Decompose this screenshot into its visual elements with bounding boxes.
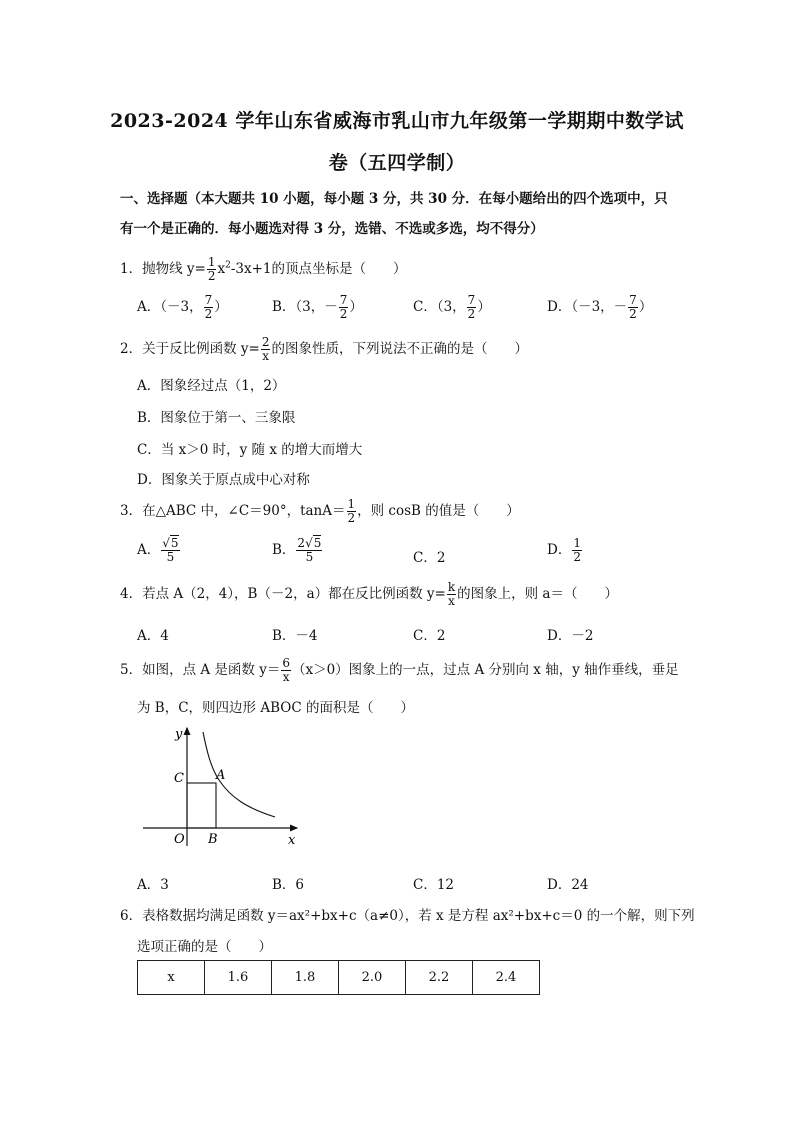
q3-b-frac xyxy=(296,537,322,564)
q3-d-frac xyxy=(572,537,582,564)
q1-a-label: A．（－3， xyxy=(137,299,203,316)
q4-fraction xyxy=(447,581,456,608)
question-4 xyxy=(120,581,618,608)
q5-prefix: 5．如图，点 A 是函数 y＝ xyxy=(120,662,281,679)
q5-option-b[interactable]: B．6 xyxy=(272,877,305,893)
label-o: O xyxy=(174,832,185,847)
q3-frac-den: 2 xyxy=(347,511,356,526)
q3-prefix: 3．在△ABC 中，∠C＝90°，tanA＝ xyxy=(120,503,346,520)
q1-c-num: 7 xyxy=(467,293,476,307)
q1-a-den: 2 xyxy=(204,307,213,322)
q1-x: x xyxy=(217,261,226,278)
q3-d-label: D． xyxy=(547,542,572,559)
hyperbola-curve xyxy=(203,732,275,817)
q2-option-d[interactable]: D．图象关于原点成中心对称 xyxy=(137,472,310,488)
q4-option-c[interactable]: C．2 xyxy=(413,628,446,644)
q5-option-a[interactable]: A．3 xyxy=(137,877,169,893)
q1-b-end: ） xyxy=(349,299,363,316)
q1-option-a[interactable] xyxy=(137,294,228,321)
q3-option-b[interactable] xyxy=(272,537,323,564)
q3-b-label: B． xyxy=(272,542,296,559)
q4-frac-den: x xyxy=(448,594,455,609)
q1-d-den: 2 xyxy=(629,307,637,322)
q3-fraction xyxy=(347,498,357,525)
q1-c-label: C．（3， xyxy=(413,299,466,316)
exam-title-line1: 2023-2024 学年山东省威海市乳山市九年级第一学期期中数学试 xyxy=(110,110,684,132)
q5-figure xyxy=(135,722,310,852)
q4-option-b[interactable]: B．－4 xyxy=(272,628,318,644)
exam-title-line2: 卷（五四学制） xyxy=(328,152,466,174)
q1-d-num: 7 xyxy=(629,293,637,307)
q2-suffix: 的图象性质，下列说法不正确的是（ ） xyxy=(271,341,528,358)
q3-frac-num: 1 xyxy=(347,497,356,511)
q1-b-den: 2 xyxy=(339,307,348,322)
q3-b-radicand: 5 xyxy=(313,536,322,550)
table-cell: 1.6 xyxy=(205,961,272,995)
q4-option-a[interactable]: A．4 xyxy=(137,628,169,644)
q3-b-den: 5 xyxy=(305,550,314,565)
q3-d-num: 1 xyxy=(573,536,581,550)
label-a: A xyxy=(216,768,226,783)
section-heading-line1: 一、选择题（本大题共 10 小题，每小题 3 分，共 30 分．在每小题给出的四个选项中，只 xyxy=(120,191,668,207)
question-5-line2: 为 B，C，则四边形 ABOC 的面积是（ ） xyxy=(137,700,414,716)
q4-frac-num: k xyxy=(447,580,456,594)
table-cell: 2.0 xyxy=(339,961,406,995)
q1-option-b[interactable] xyxy=(272,294,363,321)
question-1 xyxy=(120,256,407,283)
q5-option-d[interactable]: D．24 xyxy=(547,877,589,893)
q3-d-den: 2 xyxy=(573,550,581,565)
q2-option-a[interactable]: A．图象经过点（1，2） xyxy=(137,378,286,394)
q1-exponent: 2 xyxy=(225,260,231,271)
q2-option-c[interactable]: C．当 x＞0 时，y 随 x 的增大而增大 xyxy=(137,442,363,458)
q5-fraction xyxy=(281,657,291,684)
q3-a-label: A． xyxy=(137,542,161,559)
q2-option-b[interactable]: B．图象位于第一、三象限 xyxy=(137,410,296,426)
label-x: x xyxy=(288,833,296,848)
q1-d-label: D．（－3，－ xyxy=(547,299,628,316)
q1-suffix: -3x+1的顶点坐标是（ ） xyxy=(230,261,407,278)
q1-a-num: 7 xyxy=(204,293,213,307)
q1-d-end: ） xyxy=(638,299,653,316)
q5-frac-den: x xyxy=(282,670,290,685)
q1-b-label: B．（3，－ xyxy=(272,299,338,316)
question-2 xyxy=(120,336,528,363)
question-6: 6．表格数据均满足函数 y＝ax²+bx+c（a≠0），若 x 是方程 ax²+bx+c＝0 的一个解，则下列 xyxy=(120,908,695,924)
question-3 xyxy=(120,498,520,525)
q1-d-frac xyxy=(628,294,638,321)
label-y: y xyxy=(175,727,183,742)
question-6-line2: 选项正确的是（ ） xyxy=(137,939,272,955)
question-5 xyxy=(120,657,679,684)
table-cell: 2.2 xyxy=(406,961,473,995)
q3-a-radicand: 5 xyxy=(170,536,179,550)
q2-prefix: 2．关于反比例函数 y= xyxy=(120,341,260,358)
q5-frac-num: 6 xyxy=(282,656,290,670)
q5-suffix: （x＞0）图象上的一点，过点 A 分别向 x 轴，y 轴作垂线，垂足 xyxy=(291,662,679,679)
q5-option-c[interactable]: C．12 xyxy=(413,877,455,893)
q3-b-num: 2√5 xyxy=(297,536,322,550)
q3-a-frac xyxy=(161,537,179,564)
q2-frac-num: 2 xyxy=(261,335,270,349)
q3-a-den: 5 xyxy=(166,550,175,565)
label-c: C xyxy=(174,771,184,786)
q1-fraction xyxy=(207,256,217,283)
q4-suffix: 的图象上，则 a＝（ ） xyxy=(457,586,618,603)
rectangle-abo xyxy=(187,783,216,828)
q3-option-c[interactable]: C．2 xyxy=(413,550,446,566)
q1-frac-den: 2 xyxy=(207,269,216,284)
table-cell: 2.4 xyxy=(473,961,540,995)
q4-option-d[interactable]: D．－2 xyxy=(547,628,594,644)
section-heading-line2: 有一个是正确的．每小题选对得 3 分，选错、不选或多选，均不得分） xyxy=(120,221,544,237)
table-cell: x xyxy=(138,961,205,995)
q6-data-table xyxy=(137,960,540,995)
table-row xyxy=(138,961,540,995)
q3-option-d[interactable] xyxy=(547,537,583,564)
label-b: B xyxy=(208,832,218,847)
q1-b-num: 7 xyxy=(339,293,348,307)
q1-a-frac xyxy=(204,294,214,321)
q1-c-end: ） xyxy=(477,299,491,316)
q1-prefix: 1．抛物线 y= xyxy=(120,261,206,278)
q1-c-den: 2 xyxy=(467,307,476,322)
q1-c-frac xyxy=(467,294,477,321)
q4-prefix: 4．若点 A（2，4），B（－2，a）都在反比例函数 y= xyxy=(120,586,446,603)
q3-b-coef: 2 xyxy=(297,536,306,550)
q3-a-num: √5 xyxy=(162,536,179,550)
table-cell: 1.8 xyxy=(272,961,339,995)
q1-option-c[interactable] xyxy=(413,294,491,321)
q1-a-end: ） xyxy=(214,299,228,316)
q3-option-a[interactable] xyxy=(137,537,181,564)
q2-fraction xyxy=(261,336,271,363)
q1-frac-num: 1 xyxy=(207,255,216,269)
q1-option-d[interactable] xyxy=(547,294,652,321)
q2-frac-den: x xyxy=(262,349,270,364)
q1-b-frac xyxy=(339,294,349,321)
q3-suffix: ，则 cosB 的值是（ ） xyxy=(357,503,520,520)
